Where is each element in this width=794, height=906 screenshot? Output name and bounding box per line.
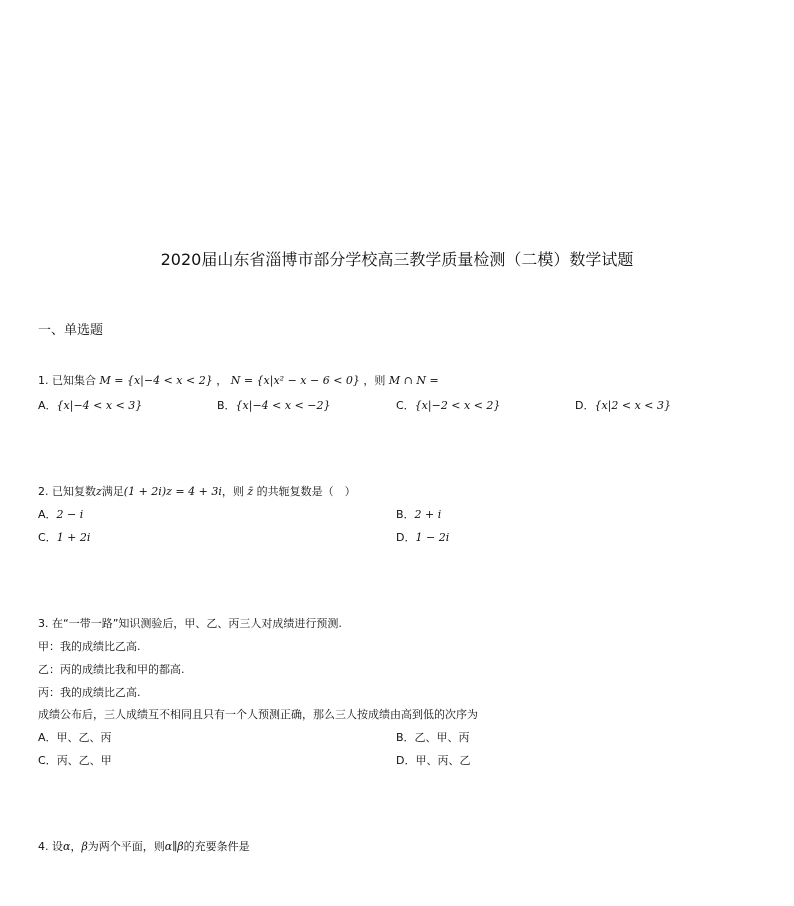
option-label: B．: [396, 731, 415, 744]
option-text: 丙、乙、甲: [56, 754, 112, 767]
question-1-set-m: M = {x|−4 < x < 2}: [99, 374, 213, 387]
question-4-beta: β: [81, 840, 88, 853]
question-2-mid: 满足: [101, 485, 124, 498]
q2-option-b[interactable]: [396, 506, 441, 522]
question-2-end: 的共轭复数是（ ）: [256, 485, 356, 498]
question-4-alpha: α: [63, 840, 71, 853]
question-2-z-bar: z̄: [247, 485, 254, 498]
page-title: 2020届山东省淄博市部分学校高三教学质量检测（二模）数学试题: [160, 250, 634, 269]
option-label: B．: [396, 508, 415, 521]
question-3-line: 成绩公布后，三人成绩互不相同且只有一个人预测正确，那么三人按成绩由高到低的次序为: [38, 708, 478, 721]
question-4-prefix: 4. 设: [38, 840, 63, 853]
q1-option-d[interactable]: [575, 397, 671, 413]
option-label: A．: [38, 399, 57, 412]
option-label: C．: [38, 531, 57, 544]
option-text: 1 − 2i: [415, 531, 450, 544]
option-text: 2 − i: [56, 508, 84, 521]
option-text: {x|2 < x < 3}: [594, 399, 672, 412]
question-3-stem: 3. 在“一带一路”知识测验后，甲、乙、丙三人对成绩进行预测.: [38, 617, 342, 630]
question-1-stem: [38, 372, 439, 388]
q1-option-c[interactable]: [396, 397, 500, 413]
question-2-equation: (1 + 2i)z = 4 + 3i: [123, 485, 222, 498]
option-label: A．: [38, 731, 57, 744]
option-text: {x|−2 < x < 2}: [414, 399, 501, 412]
q1-option-b[interactable]: [217, 397, 331, 413]
question-3-line: 乙：丙的成绩比我和甲的都高.: [38, 663, 185, 676]
option-label: C．: [38, 754, 57, 767]
q2-option-a[interactable]: [38, 506, 83, 522]
option-text: 甲、乙、丙: [56, 731, 112, 744]
option-text: 1 + 2i: [56, 531, 91, 544]
question-1-expression: M ∩ N =: [388, 374, 439, 387]
option-text: {x|−4 < x < −2}: [235, 399, 331, 412]
q2-option-c[interactable]: [38, 529, 90, 545]
option-label: D．: [396, 754, 416, 767]
question-3-line: 甲：我的成绩比乙高.: [38, 640, 141, 653]
option-text: {x|−4 < x < 3}: [56, 399, 143, 412]
option-label: D．: [396, 531, 416, 544]
q1-option-a[interactable]: [38, 397, 142, 413]
question-4-suffix: 的充要条件是: [183, 840, 250, 853]
q3-option-b[interactable]: [396, 729, 470, 745]
question-4-stem: [38, 838, 250, 854]
q2-option-d[interactable]: [396, 529, 449, 545]
question-2-suffix: ，则: [221, 485, 244, 498]
option-text: 甲、丙、乙: [415, 754, 471, 767]
question-4-mid: 为两个平面，则: [87, 840, 165, 853]
question-1-suffix: ，则: [363, 374, 386, 387]
option-label: C．: [396, 399, 415, 412]
question-4-comma: ，: [70, 840, 82, 853]
question-1-separator: ，: [216, 374, 228, 387]
option-label: A．: [38, 508, 57, 521]
question-4-relation: α∥β: [164, 840, 184, 853]
q3-option-c[interactable]: [38, 752, 112, 768]
question-1-set-n: N = {x|x² − x − 6 < 0}: [230, 374, 360, 387]
option-text: 乙、甲、丙: [414, 731, 470, 744]
q3-option-d[interactable]: [396, 752, 470, 768]
option-label: D．: [575, 399, 595, 412]
question-2-z: z: [96, 485, 102, 498]
option-text: 2 + i: [414, 508, 442, 521]
question-2-prefix: 2. 已知复数: [38, 485, 96, 498]
option-label: B．: [217, 399, 236, 412]
question-1-prefix: 1. 已知集合: [38, 374, 96, 387]
question-3-line: 丙：我的成绩比乙高.: [38, 686, 141, 699]
question-2-stem: [38, 483, 356, 499]
section-heading: 一、单选题: [38, 323, 104, 338]
q3-option-a[interactable]: [38, 729, 112, 745]
